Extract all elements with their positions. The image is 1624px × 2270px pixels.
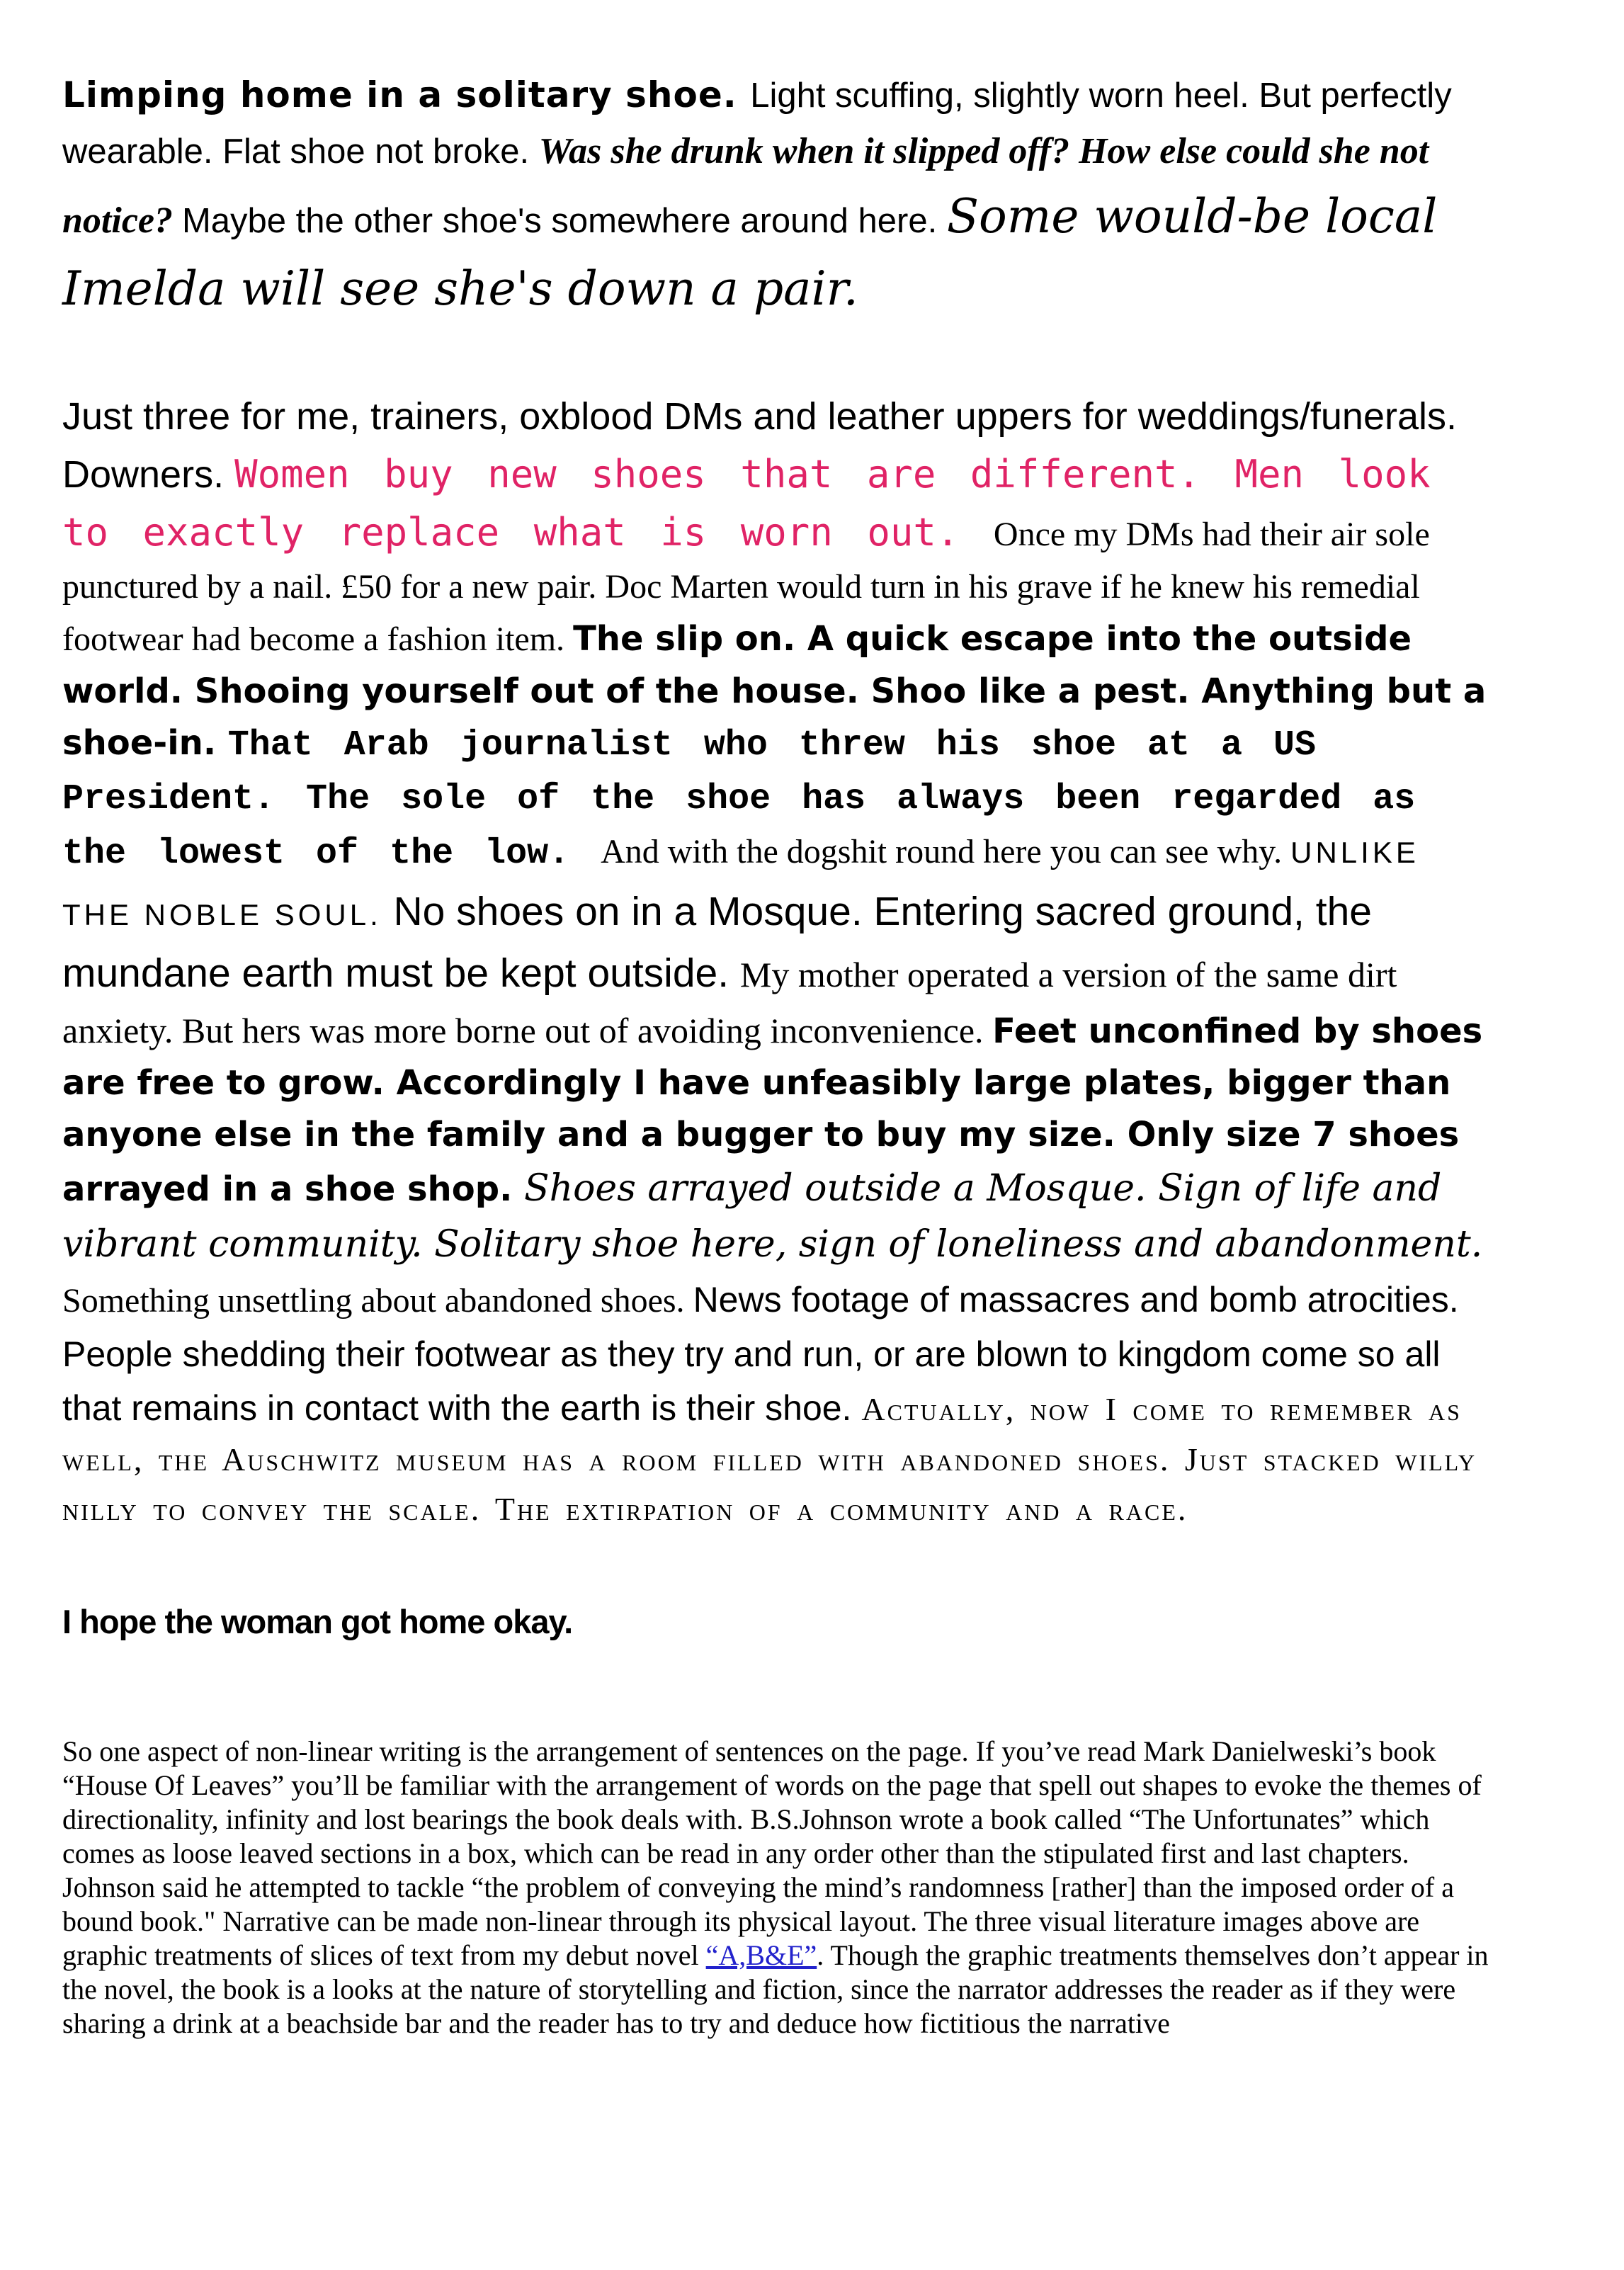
- text-segment-sansLight: News footage of massacres and bomb atrocities. People shedding their footwear as they try and run, or are blown to kingdom come so all that remains in contact with the earth is their shoe.: [62, 1280, 1459, 1429]
- text-segment-serifBI: Was she drunk when it slipped off? How else could she not notice?: [62, 130, 1429, 241]
- main-paragraph: [62, 387, 1489, 1534]
- text-segment-body: So one aspect of non-linear writing is the arrangement of sentences on the page. If you’ve read Mark Danielweski’s book “House Of Leaves” you’ll be familiar with the arrangement of words on the page that spell out shapes to evoke the themes of directionality, infinity and lost bearings the book deals with. B.S.Johnson wrote a book called “The Unfortunates” which comes as loose leaved sections in a box, which can be read in any order other than the stipulated first and last chapters. Johnson said he attempted to tackle “the problem of conveying the mind’s randomness [rather] than the imposed order of a bound book." Narrative can be made non-linear through its physical layout. The three visual literature images above are graphic treatments of slices of text from my debut novel: [62, 1735, 1482, 1972]
- text-segment-comic: The slip on. A quick escape into the outside world. Shooing yourself out of the house. Shoo like a pest. Anything but a shoe-in.: [62, 619, 1487, 764]
- text-segment-hand: Maybe the other shoe's somewhere around here.: [181, 201, 947, 240]
- text-segment-monoBlack: That Arab journalist who threw his shoe at a US President. The sole of the shoe has always been regarded as the lowest of the low.: [62, 725, 1416, 875]
- text-segment-script: Some would-be local Imelda will see she's down a pair.: [62, 188, 1438, 316]
- text-segment-smallcaps: Actually, now I come to remember as well, the Auschwitz museum has a room filled with abandoned shoes. Just stacked willy nilly to convey the scale. The extirpation of a community and a race.: [62, 1391, 1477, 1528]
- text-segment-comic: Feet unconfined by shoes are free to grow. Accordingly I have unfeasibly large plates, bigger than anyone else in the family and a bugger to buy my size. Only size 7 shoes arrayed in a shoe shop.: [62, 1011, 1483, 1210]
- text-segment-monoPink: Women buy new shoes that are different. Men look to exactly replace what is worn out.: [62, 452, 1431, 555]
- sign-off-line: [62, 1602, 1489, 1641]
- text-segment-script2: Shoes arrayed outside a Mosque. Sign of life and vibrant community. Solitary shoe here, sign of loneliness and abandonment.: [62, 1167, 1483, 1266]
- text-segment-serifN: Something unsettling about abandoned shoes.: [62, 1282, 693, 1320]
- text-segment-tallSans: Just three for me, trainers, oxblood DMs and leather uppers for weddings/funerals. Downers.: [62, 395, 1457, 496]
- abe-novel-link[interactable]: “A,B&E”: [705, 1939, 817, 1972]
- document-content: [62, 68, 1489, 2041]
- text-segment-marker: Limping home in a solitary shoe.: [62, 74, 751, 115]
- text-segment-serifN: Once my DMs had their air sole punctured by a nail. £50 for a new pair. Doc Marten would turn in his grave if he knew his remedial footwear had become a fashion item.: [62, 516, 1430, 659]
- text-segment-body: . Though the graphic treatments themselves don’t appear in the novel, the book is a looks at the nature of storytelling and fiction, since the narrator addresses the reader as if they were sharing a drink at a beachside bar and the reader has to try and deduce how fictitious the narrative: [62, 1939, 1489, 2040]
- text-segment-papyrus: UNLIKE THE NOBLE SOUL.: [62, 836, 1419, 932]
- opening-paragraph: [62, 68, 1489, 325]
- sign-off-text: I hope the woman got home okay.: [62, 1603, 573, 1641]
- text-segment-tallSans2: No shoes on in a Mosque. Entering sacred ground, the mundane earth must be kept outside.: [62, 889, 1372, 996]
- text-segment-hand: Light scuffing, slightly worn heel. But perfectly wearable. Flat shoe not broke.: [62, 76, 1452, 171]
- text-segment-serifLight: My mother operated a version of the same dirt anxiety. But hers was more borne out of avoiding inconvenience.: [62, 954, 1397, 1051]
- text-segment-serifN: And with the dogshit round here you can see why.: [601, 833, 1291, 871]
- commentary-paragraph: [62, 1735, 1489, 2041]
